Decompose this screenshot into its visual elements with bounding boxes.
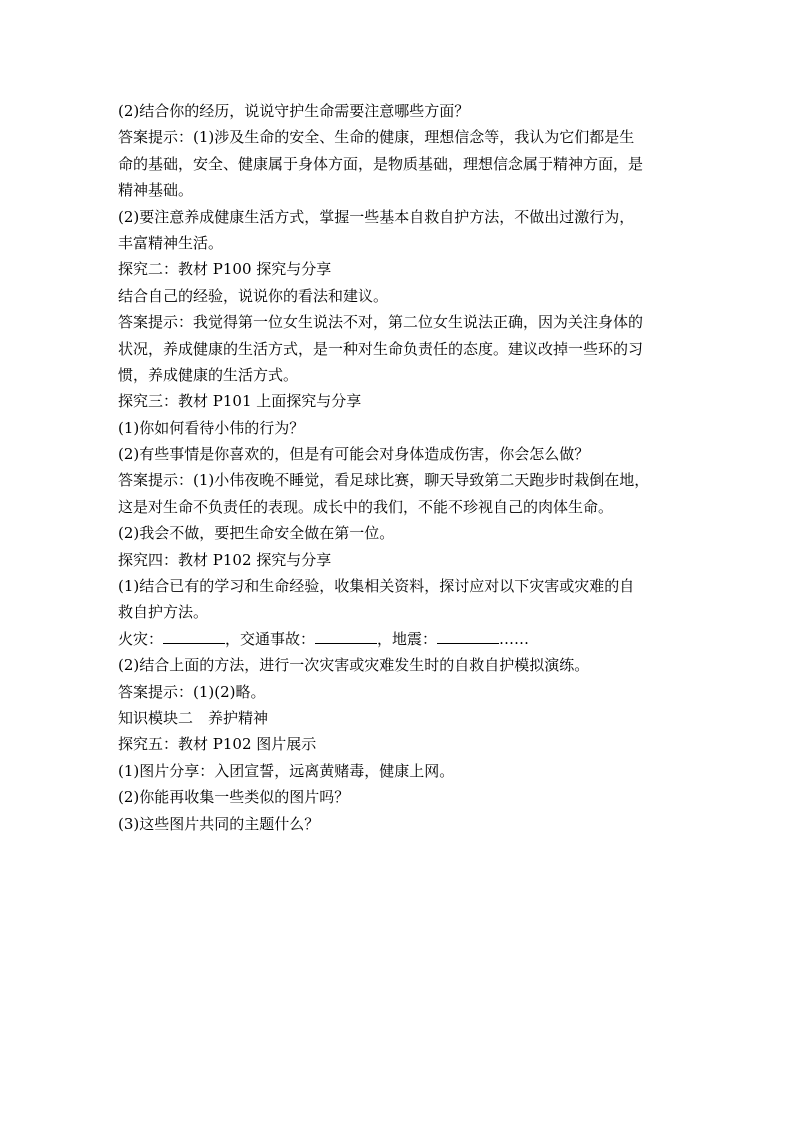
module-heading: 知识模块二 养护精神	[118, 708, 269, 727]
answer-line: 状况，养成健康的生活方式，是一种对生命负责任的态度。建议改掉一些环的习	[118, 339, 644, 358]
answer-line: (2)我会不做，要把生命安全做在第一位。	[118, 524, 395, 543]
question-line: 结合自己的经验，说说你的看法和建议。	[118, 286, 389, 305]
question-line: (2)结合你的经历，说说守护生命需要注意哪些方面？	[118, 102, 470, 120]
question-line: 救自护方法。	[118, 603, 209, 622]
answer-line: 答案提示：我觉得第一位女生说法不对，第二位女生说法正确，因为关注身体的	[118, 313, 644, 332]
answer-line: 命的基础，安全、健康属于身体方面，是物质基础，理想信念属于精神方面，是	[118, 154, 644, 173]
fill-label-earthquake: ，地震：	[377, 629, 438, 648]
answer-line: (2)要注意养成健康生活方式，掌握一些基本自救自护方法，不做出过激行为，	[118, 207, 635, 226]
question-line: (1)结合已有的学习和生命经验，收集相关资料，探讨应对以下灾害或灾难的自	[118, 577, 635, 596]
section-heading: 探究二：教材 P100 探究与分享	[118, 260, 332, 279]
question-line: (1)图片分享：入团宣誓，远离黄赌毒，健康上网。	[118, 761, 455, 780]
question-line: (2)结合上面的方法，进行一次灾害或灾难发生时的自救自护模拟演练。	[118, 656, 590, 675]
section-heading: 探究四：教材 P102 探究与分享	[118, 550, 332, 569]
fill-blank-fire[interactable]	[163, 629, 225, 644]
question-line: (3)这些图片共同的主题什么？	[118, 814, 320, 833]
answer-line: 惯，养成健康的生活方式。	[118, 365, 299, 384]
question-line: (2)你能再收集一些类似的图片吗？	[118, 788, 350, 807]
answer-line: 答案提示：(1)小伟夜晚不睡觉，看足球比赛，聊天导致第二天跑步时栽倒在地，	[118, 471, 650, 490]
fill-blank-earthquake[interactable]	[437, 629, 499, 644]
answer-line: 答案提示：(1)(2)略。	[118, 682, 266, 701]
section-heading: 探究五：教材 P102 图片展示	[118, 735, 317, 754]
answer-line: 这是对生命不负责任的表现。成长中的我们，不能不珍视自己的肉体生命。	[118, 497, 614, 516]
fill-ellipsis: ……	[499, 629, 530, 648]
question-line: (2)有些事情是你喜欢的，但是有可能会对身体造成伤害，你会怎么做？	[118, 445, 590, 464]
fill-blank-traffic[interactable]	[315, 629, 377, 644]
fill-label-fire: 火灾：	[118, 629, 164, 648]
fill-in-line	[118, 626, 678, 652]
answer-line: 丰富精神生活。	[118, 233, 224, 252]
document-body	[118, 98, 678, 837]
question-line: (1)你如何看待小伟的行为？	[118, 418, 305, 437]
answer-line: 精神基础。	[118, 181, 194, 200]
answer-line: 答案提示：(1)涉及生命的安全、生命的健康，理想信念等，我认为它们都是生	[118, 128, 635, 147]
section-heading: 探究三：教材 P101 上面探究与分享	[118, 392, 362, 411]
fill-label-traffic: ，交通事故：	[225, 629, 316, 648]
